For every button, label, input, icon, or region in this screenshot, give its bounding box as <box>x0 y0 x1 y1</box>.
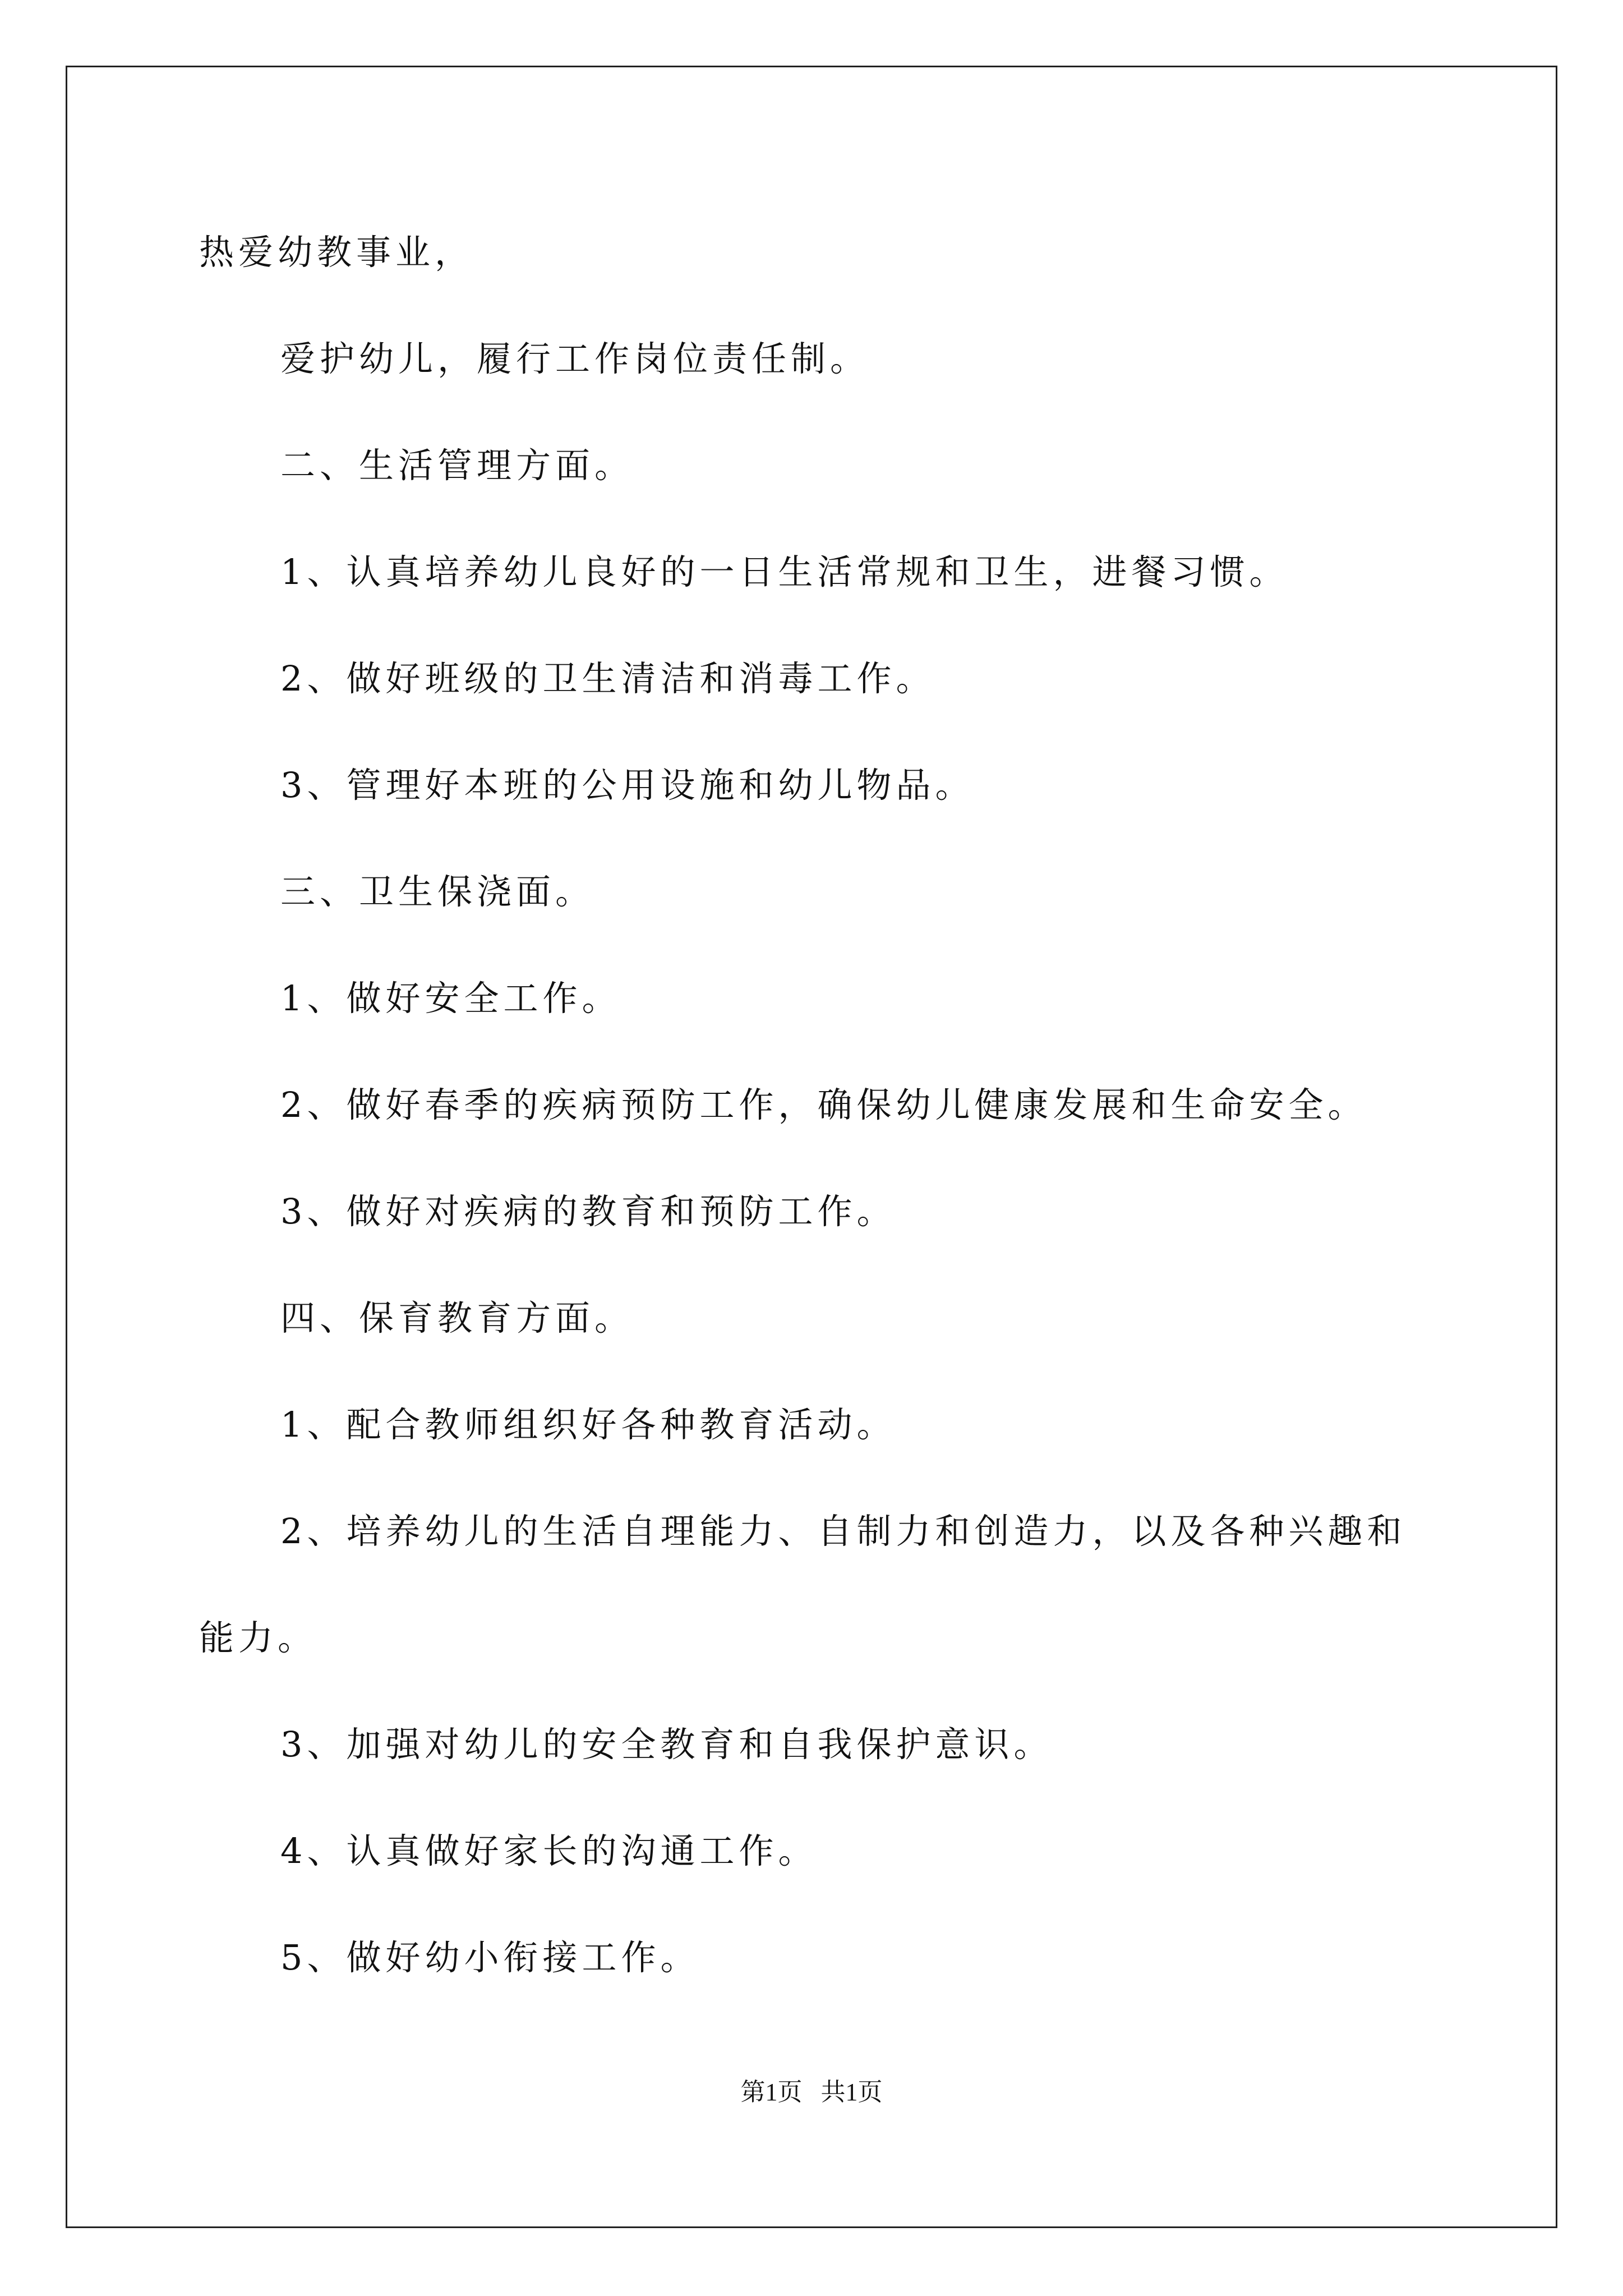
text-line: 1、认真培养幼儿良好的一日生活常规和卫生，进餐习惯。 <box>280 551 1289 592</box>
section-heading: 四、保育教育方面。 <box>280 1297 634 1338</box>
page-number-footer: 第1页 共1页 <box>740 2078 883 2106</box>
text-line: 1、配合教师组织好各种教育活动。 <box>280 1404 896 1445</box>
section-heading: 三、卫生保浇面。 <box>280 871 595 912</box>
text-line: 热爱幼教事业， <box>199 232 474 273</box>
text-line: 3、加强对幼儿的安全教育和自我保护意识。 <box>280 1724 1053 1765</box>
text-line: 爱护幼儿，履行工作岗位责任制。 <box>280 338 870 379</box>
text-line: 2、培养幼儿的生活自理能力、自制力和创造力，以及各种兴趣和 <box>280 1511 1407 1552</box>
text-line: 4、认真做好家长的沟通工作。 <box>280 1830 818 1871</box>
text-line: 能力。 <box>199 1617 317 1658</box>
text-line: 3、做好对疾病的教育和预防工作。 <box>280 1191 896 1232</box>
text-line: 1、做好安全工作。 <box>280 978 621 1019</box>
section-heading: 二、生活管理方面。 <box>280 445 634 486</box>
text-line: 2、做好春季的疾病预防工作，确保幼儿健康发展和生命安全。 <box>280 1084 1367 1125</box>
text-line: 5、做好幼小衔接工作。 <box>280 1937 700 1978</box>
text-line: 2、做好班级的卫生清洁和消毒工作。 <box>280 658 935 699</box>
page-border <box>66 66 1557 2228</box>
text-line: 3、管理好本班的公用设施和幼儿物品。 <box>280 765 975 806</box>
